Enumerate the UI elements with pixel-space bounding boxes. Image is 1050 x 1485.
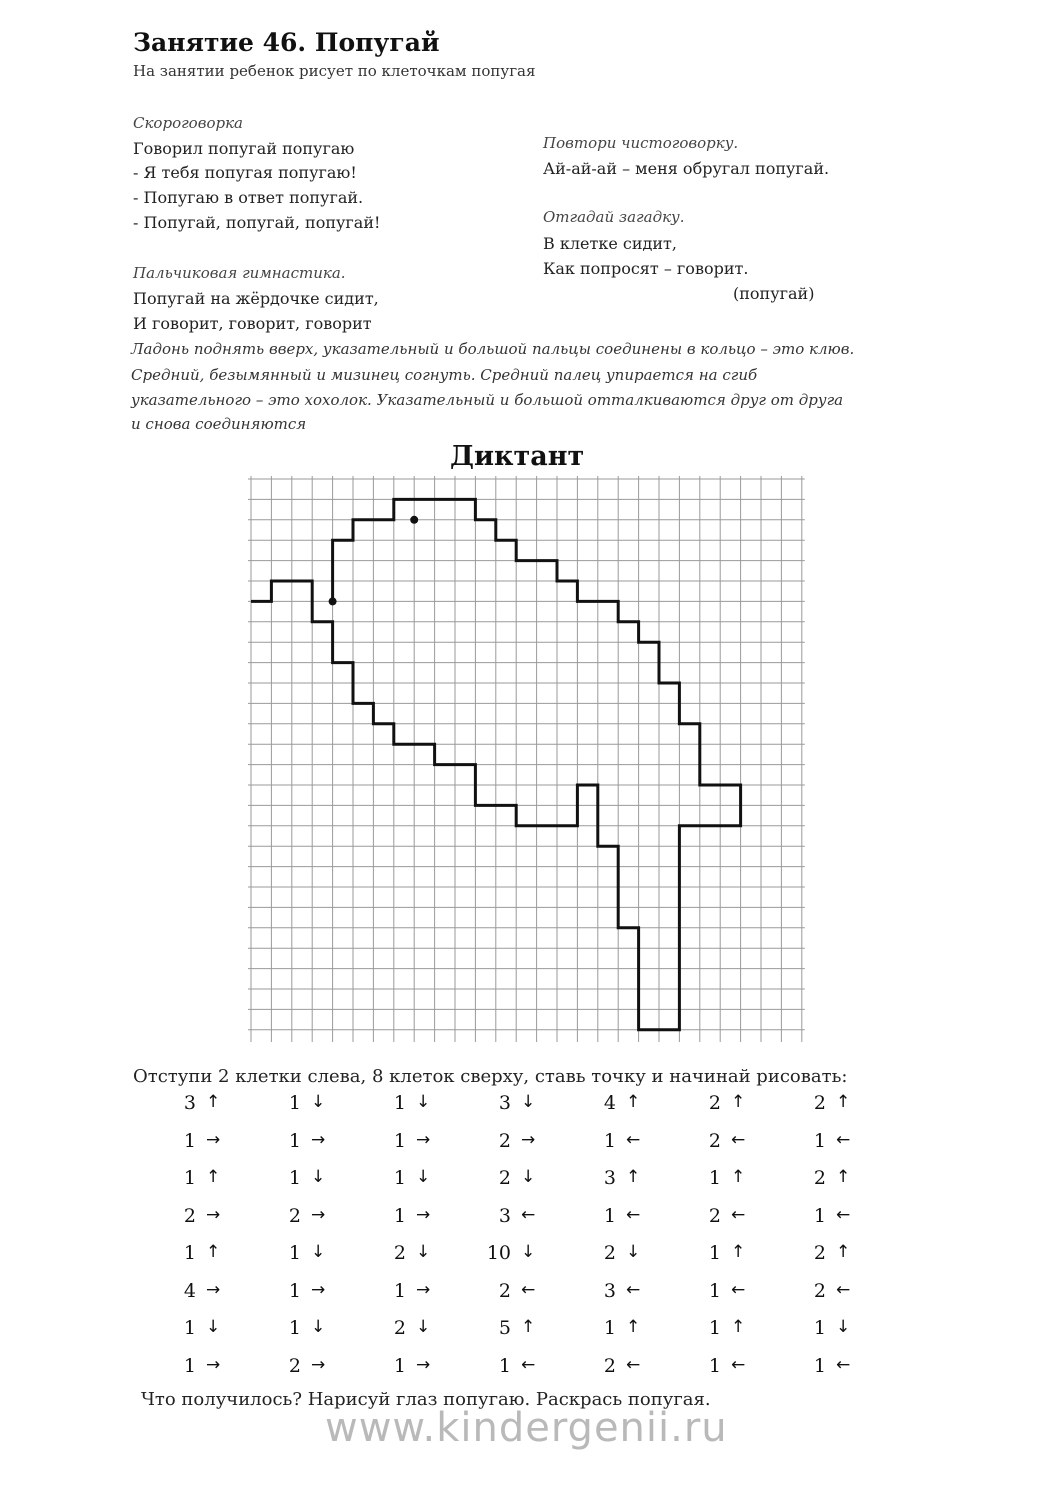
command-count: 1 <box>813 1317 826 1339</box>
command-arrow-icon: ↓ <box>311 1242 326 1262</box>
dictation-command <box>475 1165 555 1193</box>
command-count: 2 <box>603 1242 616 1264</box>
command-arrow-icon: ↓ <box>206 1317 221 1337</box>
dictation-instruction: Отступи 2 клетки слева, 8 клеток сверху, ставь точку и начинай рисовать: <box>133 1066 848 1087</box>
command-count: 4 <box>183 1279 196 1302</box>
command-arrow-icon: → <box>311 1204 326 1225</box>
command-count: 2 <box>813 1092 826 1114</box>
command-arrow-icon: ↓ <box>311 1317 326 1337</box>
dictation-command <box>265 1128 345 1156</box>
repeat-text: Ай-ай-ай – меня обругал попугай. <box>543 159 830 178</box>
dictation-command <box>790 1128 870 1156</box>
command-arrow-icon: ← <box>521 1354 536 1375</box>
command-count: 1 <box>393 1279 406 1302</box>
riddle-line: В клетке сидит, <box>543 234 677 253</box>
command-arrow-icon: ↓ <box>311 1092 326 1112</box>
command-arrow-icon: → <box>206 1354 221 1375</box>
command-arrow-icon: ↓ <box>521 1167 536 1187</box>
dictation-command <box>265 1315 345 1343</box>
dictation-command <box>370 1353 450 1381</box>
command-arrow-icon: ↓ <box>626 1242 641 1262</box>
dictation-command <box>265 1353 345 1381</box>
dictation-command <box>790 1315 870 1343</box>
command-count: 5 <box>498 1317 511 1339</box>
tongue-twister-line: - Я тебя попугая попугаю! <box>133 163 357 182</box>
command-arrow-icon: ↓ <box>416 1092 431 1112</box>
dictation-command <box>475 1240 555 1268</box>
command-count: 1 <box>393 1167 406 1189</box>
command-arrow-icon: → <box>311 1279 326 1300</box>
dictation-command <box>475 1278 555 1306</box>
repeat-label: Повтори чистоговорку. <box>543 134 739 152</box>
command-count: 1 <box>813 1204 826 1227</box>
tongue-twister-line: - Попугаю в ответ попугай. <box>133 188 364 207</box>
command-count: 1 <box>393 1204 406 1227</box>
command-count: 2 <box>813 1279 826 1302</box>
command-count: 3 <box>603 1279 616 1302</box>
command-arrow-icon: → <box>311 1354 326 1375</box>
command-arrow-icon: → <box>416 1129 431 1150</box>
riddle-answer: (попугай) <box>733 284 815 303</box>
riddle-line: Как попросят – говорит. <box>543 259 749 278</box>
command-count: 1 <box>183 1317 196 1339</box>
command-count: 1 <box>288 1092 301 1114</box>
command-arrow-icon: → <box>206 1279 221 1300</box>
command-arrow-icon: → <box>206 1129 221 1150</box>
dictation-command <box>685 1203 765 1231</box>
command-arrow-icon: ↓ <box>521 1242 536 1262</box>
dictation-command <box>685 1240 765 1268</box>
command-count: 1 <box>183 1354 196 1377</box>
dictation-command <box>790 1278 870 1306</box>
command-arrow-icon: → <box>311 1129 326 1150</box>
dictation-command <box>370 1240 450 1268</box>
command-arrow-icon: ← <box>731 1129 746 1150</box>
dictation-command <box>685 1278 765 1306</box>
command-count: 1 <box>183 1129 196 1152</box>
dictation-command <box>580 1278 660 1306</box>
dictation-command <box>160 1203 240 1231</box>
command-count: 1 <box>288 1317 301 1339</box>
command-arrow-icon: ↑ <box>626 1317 641 1337</box>
command-arrow-icon: ↑ <box>836 1242 851 1262</box>
command-count: 1 <box>288 1242 301 1264</box>
watermark: www.kindergenii.ru <box>325 1405 728 1451</box>
command-arrow-icon: ↓ <box>311 1167 326 1187</box>
command-count: 1 <box>288 1129 301 1152</box>
dictation-command <box>475 1203 555 1231</box>
command-count: 2 <box>708 1129 721 1152</box>
tongue-twister-line: Говорил попугай попугаю <box>133 139 355 158</box>
command-count: 4 <box>603 1092 616 1114</box>
command-count: 2 <box>288 1354 301 1377</box>
command-count: 3 <box>498 1092 511 1114</box>
dictation-command <box>685 1165 765 1193</box>
command-count: 1 <box>183 1242 196 1264</box>
command-arrow-icon: ↑ <box>521 1317 536 1337</box>
command-arrow-icon: ← <box>521 1279 536 1300</box>
tongue-twister-label: Скороговорка <box>133 114 243 132</box>
dictation-command <box>580 1128 660 1156</box>
command-arrow-icon: ← <box>626 1279 641 1300</box>
command-count: 1 <box>498 1354 511 1377</box>
dictation-command <box>685 1128 765 1156</box>
dictation-command <box>265 1278 345 1306</box>
dictation-command <box>370 1315 450 1343</box>
dictation-command <box>790 1240 870 1268</box>
command-arrow-icon: ↓ <box>836 1317 851 1337</box>
dictation-command <box>265 1240 345 1268</box>
dictation-command <box>790 1203 870 1231</box>
command-arrow-icon: ↑ <box>206 1167 221 1187</box>
finger-gym-label: Пальчиковая гимнастика. <box>133 264 346 282</box>
command-arrow-icon: ↓ <box>416 1317 431 1337</box>
finger-gym-line: И говорит, говорит, говорит <box>133 314 372 333</box>
dictation-command <box>580 1165 660 1193</box>
finger-gym-instruction: указательного – это хохолок. Указательный и большой отталкиваются друг от друга <box>131 391 844 409</box>
dictation-command <box>370 1278 450 1306</box>
command-arrow-icon: ← <box>521 1204 536 1225</box>
page-title: Занятие 46. Попугай <box>133 28 440 57</box>
dictation-command <box>580 1090 660 1118</box>
dictation-title: Диктант <box>450 441 585 472</box>
command-count: 2 <box>708 1092 721 1114</box>
parrot-eye <box>410 516 418 524</box>
command-count: 2 <box>393 1317 406 1339</box>
command-arrow-icon: ↑ <box>731 1317 746 1337</box>
dictation-command <box>580 1353 660 1381</box>
dictation-command <box>160 1090 240 1118</box>
command-count: 1 <box>813 1354 826 1377</box>
command-count: 2 <box>498 1129 511 1152</box>
command-count: 1 <box>603 1129 616 1152</box>
final-question: Что получилось? Нарисуй глаз попугаю. Раскрась попугая. <box>141 1389 711 1410</box>
command-count: 3 <box>603 1167 616 1189</box>
command-count: 1 <box>603 1317 616 1339</box>
dictation-grid <box>248 476 814 1042</box>
dictation-command <box>790 1090 870 1118</box>
command-arrow-icon: ← <box>836 1129 851 1150</box>
command-count: 1 <box>708 1167 721 1189</box>
riddle-label: Отгадай загадку. <box>543 208 685 226</box>
dictation-command <box>370 1128 450 1156</box>
command-arrow-icon: → <box>416 1279 431 1300</box>
command-arrow-icon: ↓ <box>521 1092 536 1112</box>
dictation-command <box>790 1165 870 1193</box>
dictation-command <box>580 1315 660 1343</box>
dictation-command <box>265 1165 345 1193</box>
command-count: 1 <box>393 1129 406 1152</box>
command-count: 3 <box>498 1204 511 1227</box>
dictation-command <box>370 1165 450 1193</box>
dictation-command <box>685 1353 765 1381</box>
command-count: 1 <box>393 1354 406 1377</box>
tongue-twister-line: - Попугай, попугай, попугай! <box>133 213 381 232</box>
dictation-command <box>265 1090 345 1118</box>
command-arrow-icon: ↑ <box>731 1092 746 1112</box>
finger-gym-instruction: Средний, безымянный и мизинец согнуть. Средний палец упирается на сгиб <box>131 366 758 384</box>
command-arrow-icon: → <box>521 1129 536 1150</box>
command-arrow-icon: → <box>206 1204 221 1225</box>
command-arrow-icon: ← <box>626 1129 641 1150</box>
dictation-command <box>790 1353 870 1381</box>
command-count: 1 <box>393 1092 406 1114</box>
dictation-command <box>475 1315 555 1343</box>
command-arrow-icon: ↑ <box>731 1167 746 1187</box>
finger-gym-instruction: и снова соединяются <box>131 415 307 433</box>
command-count: 2 <box>288 1204 301 1227</box>
command-count: 1 <box>708 1279 721 1302</box>
command-count: 2 <box>813 1242 826 1264</box>
dictation-command <box>370 1090 450 1118</box>
command-arrow-icon: ↑ <box>626 1167 641 1187</box>
dictation-command <box>160 1315 240 1343</box>
command-arrow-icon: ← <box>731 1354 746 1375</box>
command-arrow-icon: ↑ <box>836 1167 851 1187</box>
dictation-command <box>160 1278 240 1306</box>
command-arrow-icon: ← <box>836 1354 851 1375</box>
command-arrow-icon: ← <box>731 1279 746 1300</box>
command-count: 2 <box>183 1204 196 1227</box>
command-count: 2 <box>708 1204 721 1227</box>
command-arrow-icon: ← <box>836 1204 851 1225</box>
command-arrow-icon: ← <box>626 1354 641 1375</box>
dictation-command <box>580 1203 660 1231</box>
dictation-command <box>475 1128 555 1156</box>
finger-gym-instruction: Ладонь поднять вверх, указательный и большой пальцы соединены в кольцо – это клюв. <box>131 340 855 358</box>
command-arrow-icon: → <box>416 1204 431 1225</box>
command-arrow-icon: ↓ <box>416 1167 431 1187</box>
command-count: 10 <box>486 1242 511 1264</box>
command-arrow-icon: ↑ <box>836 1092 851 1112</box>
command-arrow-icon: ← <box>731 1204 746 1225</box>
page-subtitle: На занятии ребенок рисует по клеточкам попугая <box>133 62 536 80</box>
dictation-command <box>475 1090 555 1118</box>
command-arrow-icon: ← <box>836 1279 851 1300</box>
dictation-command <box>685 1315 765 1343</box>
command-arrow-icon: ↑ <box>626 1092 641 1112</box>
command-count: 2 <box>393 1242 406 1264</box>
command-count: 1 <box>708 1354 721 1377</box>
command-arrow-icon: ↓ <box>416 1242 431 1262</box>
command-arrow-icon: ↑ <box>206 1092 221 1112</box>
command-count: 1 <box>288 1279 301 1302</box>
command-count: 2 <box>603 1354 616 1377</box>
command-count: 2 <box>498 1279 511 1302</box>
command-count: 2 <box>498 1167 511 1189</box>
dictation-command <box>580 1240 660 1268</box>
dictation-command <box>370 1203 450 1231</box>
command-count: 3 <box>183 1092 196 1114</box>
command-count: 1 <box>708 1317 721 1339</box>
command-arrow-icon: ← <box>626 1204 641 1225</box>
finger-gym-line: Попугай на жёрдочке сидит, <box>133 289 379 308</box>
command-count: 1 <box>603 1204 616 1227</box>
command-arrow-icon: ↑ <box>731 1242 746 1262</box>
start-point <box>329 597 337 605</box>
dictation-command <box>160 1240 240 1268</box>
command-count: 1 <box>813 1129 826 1152</box>
command-arrow-icon: ↑ <box>206 1242 221 1262</box>
dictation-command <box>160 1165 240 1193</box>
command-arrow-icon: → <box>416 1354 431 1375</box>
dictation-command <box>475 1353 555 1381</box>
dictation-command <box>265 1203 345 1231</box>
dictation-command <box>160 1353 240 1381</box>
dictation-command <box>685 1090 765 1118</box>
dictation-command <box>160 1128 240 1156</box>
command-count: 1 <box>288 1167 301 1189</box>
command-count: 1 <box>183 1167 196 1189</box>
command-count: 1 <box>708 1242 721 1264</box>
command-count: 2 <box>813 1167 826 1189</box>
